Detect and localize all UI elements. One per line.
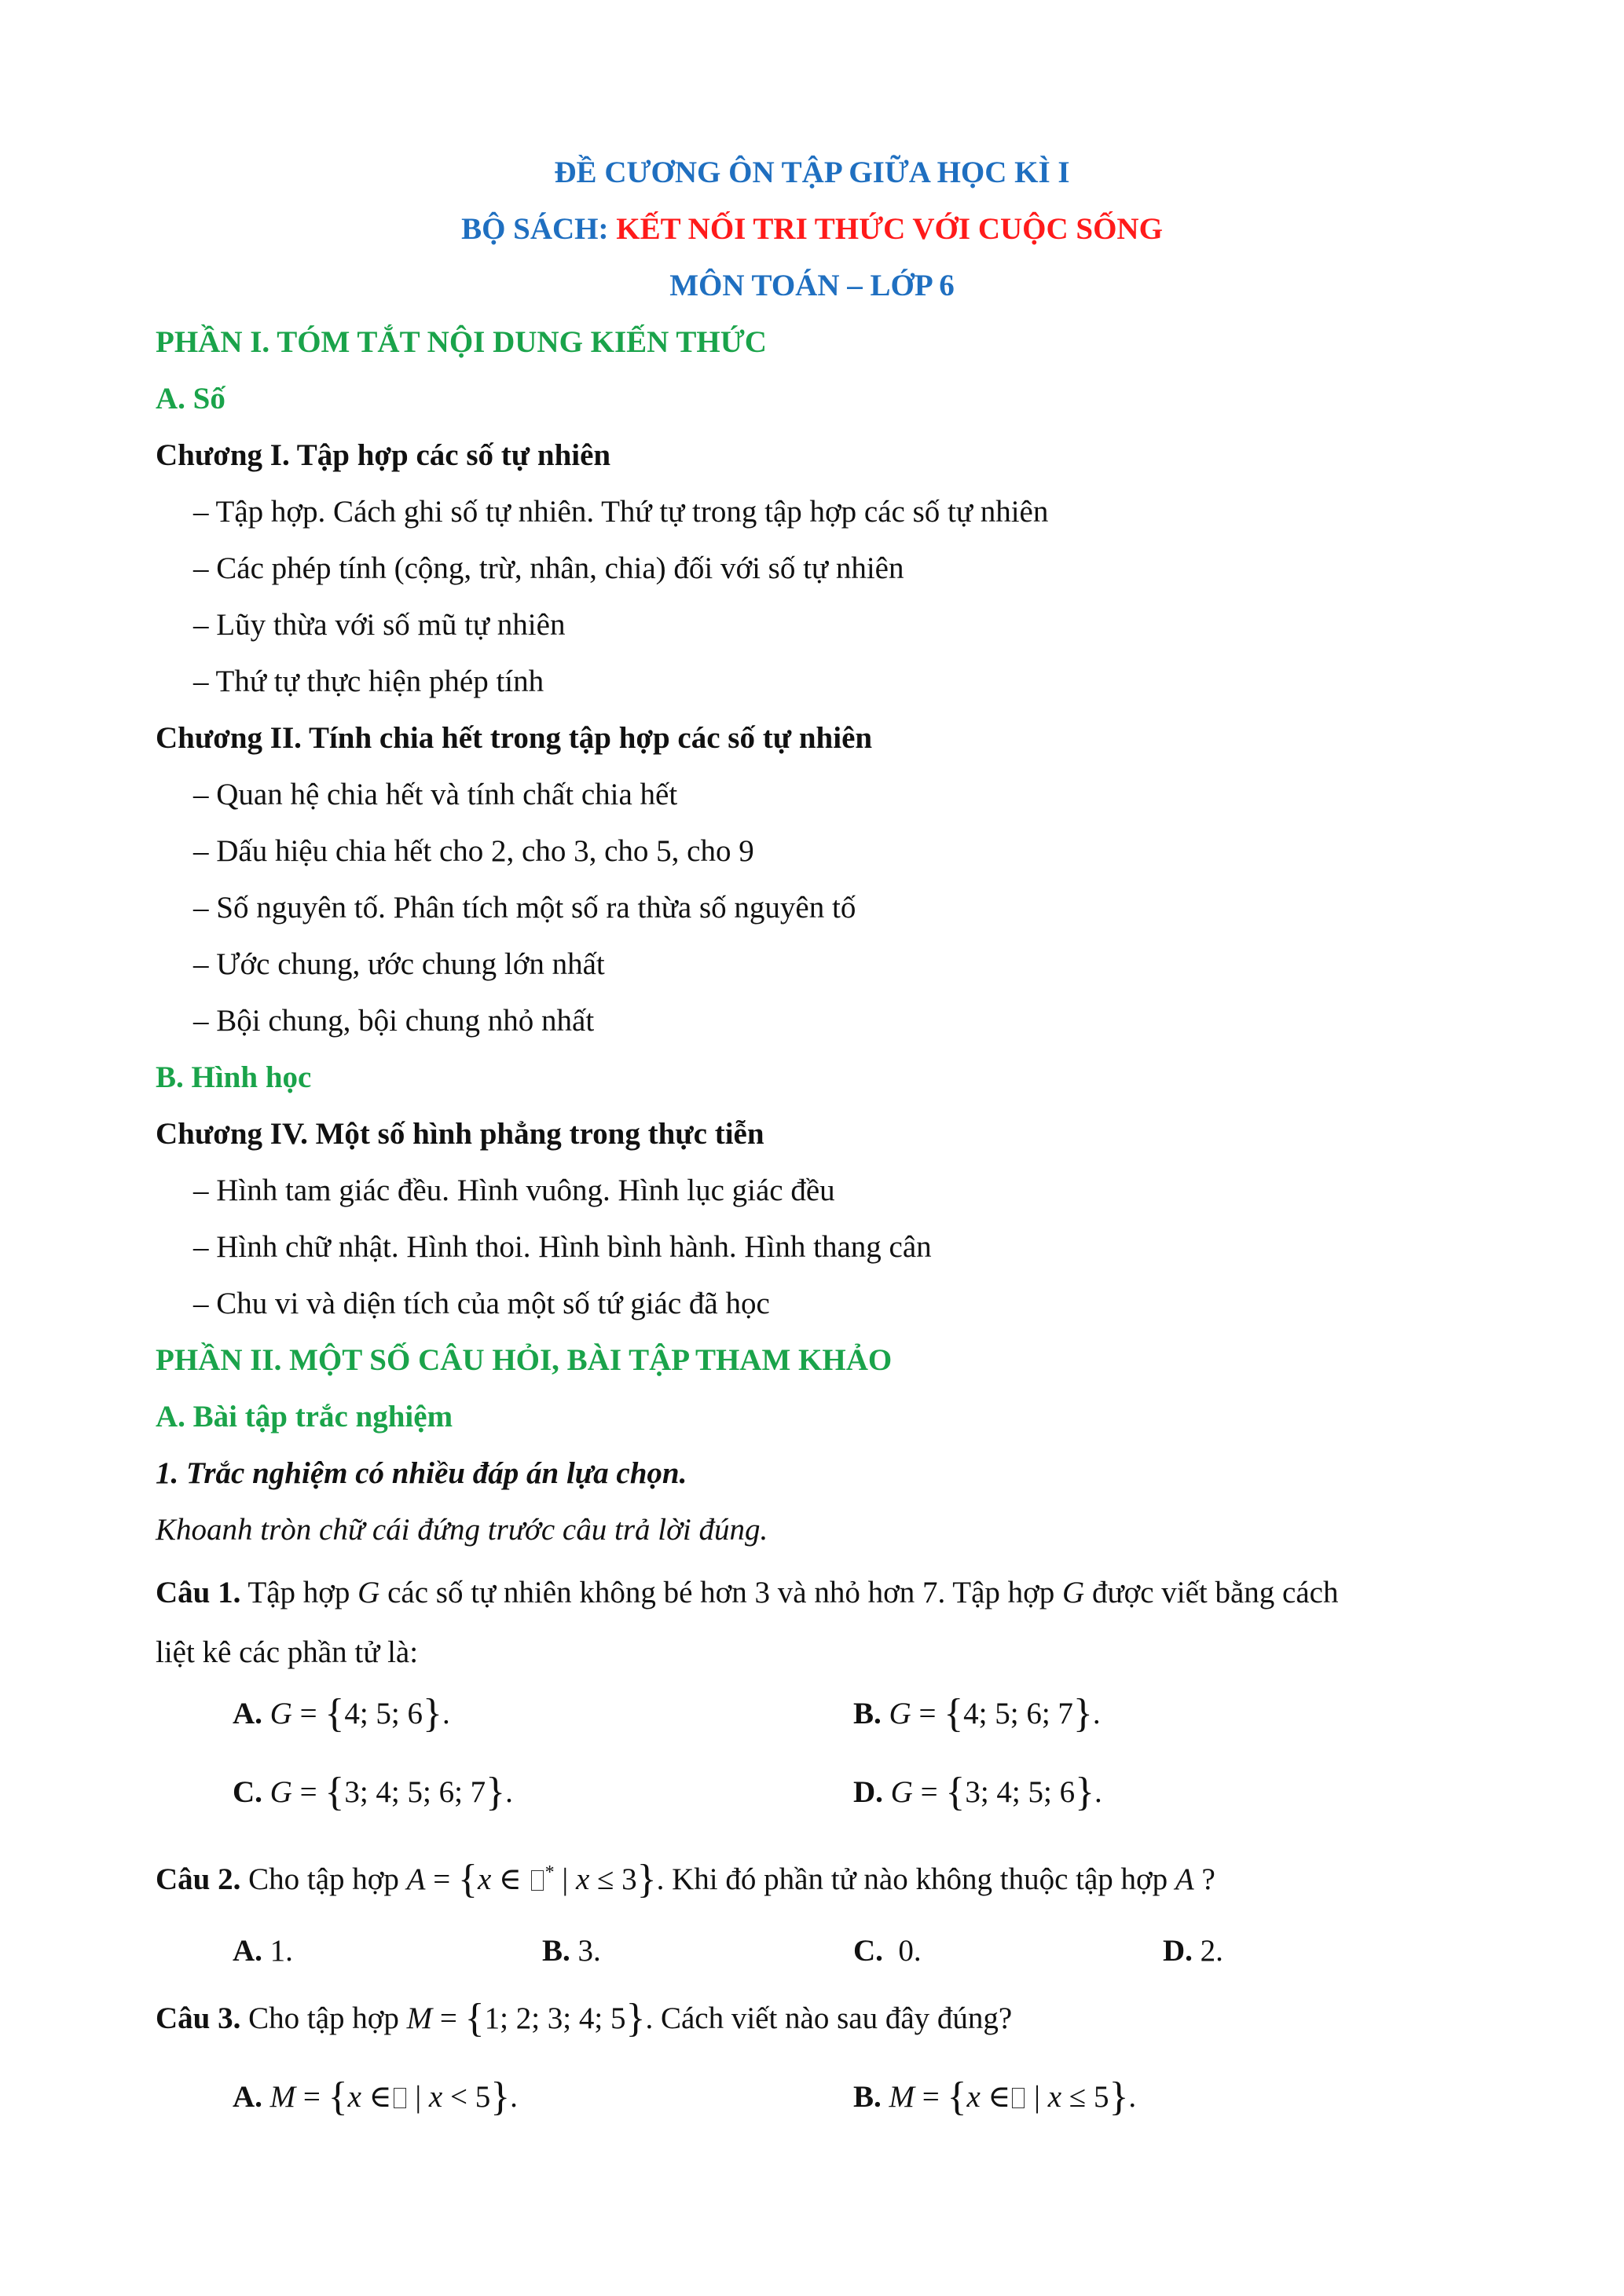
natural-numbers-symbol-icon — [1012, 2088, 1025, 2108]
option-label: D. — [853, 1775, 883, 1809]
instruction-text: Khoanh tròn chữ cái đứng trước câu trả lời đúng. — [156, 1513, 768, 1547]
question-1-line-2: liệt kê các phần tử là: — [156, 1635, 419, 1669]
left-brace-icon: { — [457, 1857, 478, 1902]
chapter-4-item: – Chu vi và diện tích của một số tứ giác đã học — [193, 1287, 770, 1320]
answer-option[interactable]: C. G = {3; 4; 5; 6; 7}. — [233, 1770, 513, 1814]
set-variable: G — [357, 1576, 380, 1609]
chapter-4-heading: Chương IV. Một số hình phẳng trong thực tiễn — [156, 1117, 764, 1151]
option-label: D. — [1163, 1934, 1193, 1968]
chapter-1-item: – Tập hợp. Cách ghi số tự nhiên. Thứ tự trong tập hợp các số tự nhiên — [193, 495, 1049, 529]
left-brace-icon: { — [947, 2074, 967, 2119]
option-label: C. — [853, 1934, 883, 1968]
part1-heading: PHẦN I. TÓM TẮT NỘI DUNG KIẾN THỨC — [156, 325, 767, 359]
book-series-prefix: BỘ SÁCH: — [461, 212, 617, 246]
chapter-4-item: – Hình tam giác đều. Hình vuông. Hình lục giác đều — [193, 1174, 835, 1207]
answer-option[interactable]: D. G = {3; 4; 5; 6}. — [853, 1770, 1102, 1814]
chapter-2-item: – Ước chung, ước chung lớn nhất — [193, 947, 605, 981]
natural-numbers-symbol-icon — [394, 2088, 406, 2108]
left-brace-icon: { — [945, 1770, 966, 1814]
book-series-line — [0, 211, 1624, 248]
left-brace-icon: { — [324, 1770, 345, 1814]
right-brace-icon: } — [636, 1857, 657, 1902]
answer-option[interactable]: D. 2. — [1163, 1934, 1223, 1968]
left-brace-icon: { — [328, 2074, 348, 2119]
question-1-label: Câu 1. — [156, 1576, 241, 1609]
option-label: C. — [233, 1775, 262, 1809]
answer-option[interactable]: A. G = {4; 5; 6}. — [233, 1691, 450, 1736]
right-brace-icon: } — [422, 1691, 442, 1736]
chapter-2-item: – Quan hệ chia hết và tính chất chia hết — [193, 778, 678, 811]
answer-option[interactable]: B. 3. — [542, 1934, 601, 1968]
multiple-choice-subheading: 1. Trắc nghiệm có nhiều đáp án lựa chọn. — [156, 1456, 687, 1490]
option-label: B. — [542, 1934, 570, 1968]
option-label: B. — [853, 1697, 882, 1730]
answer-option[interactable]: B. G = {4; 5; 6; 7}. — [853, 1691, 1101, 1736]
answer-option[interactable]: A. 1. — [233, 1934, 293, 1968]
answer-option[interactable]: B. M = {x ∈ | x ≤ 5}. — [853, 2074, 1137, 2119]
part1-section-a: A. Số — [156, 382, 225, 416]
right-brace-icon: } — [1075, 1770, 1095, 1814]
chapter-2-item: – Số nguyên tố. Phân tích một số ra thừa số nguyên tố — [193, 891, 856, 925]
option-label: A. — [233, 1697, 262, 1730]
subject-grade: MÔN TOÁN – LỚP 6 — [669, 269, 955, 302]
natural-numbers-symbol-icon — [531, 1870, 544, 1891]
part2-heading: PHẦN II. MỘT SỐ CÂU HỎI, BÀI TẬP THAM KHẢO — [156, 1343, 893, 1377]
book-series-name: KẾT NỐI TRI THỨC VỚI CUỘC SỐNG — [616, 212, 1163, 246]
option-label: A. — [233, 1934, 262, 1968]
chapter-1-item: – Các phép tính (cộng, trừ, nhân, chia) đối với số tự nhiên — [193, 551, 904, 585]
chapter-1-heading: Chương I. Tập hợp các số tự nhiên — [156, 438, 611, 472]
chapter-4-item: – Hình chữ nhật. Hình thoi. Hình bình hành. Hình thang cân — [193, 1230, 932, 1264]
question-1: Câu 1. Tập hợp G các số tự nhiên không bé hơn 3 và nhỏ hơn 7. Tập hợp G được viết bằng cách — [156, 1576, 1339, 1609]
chapter-2-item: – Bội chung, bội chung nhỏ nhất — [193, 1004, 595, 1038]
set-variable: G — [1062, 1576, 1085, 1609]
left-brace-icon: { — [464, 1996, 485, 2041]
question-3: Câu 3. Cho tập hợp M = {1; 2; 3; 4; 5}. Cách viết nào sau đây đúng? — [156, 1996, 1013, 2041]
question-3-label: Câu 3. — [156, 2001, 241, 2035]
right-brace-icon: } — [625, 1996, 646, 2041]
part2-section-a: A. Bài tập trắc nghiệm — [156, 1400, 453, 1434]
chapter-2-item: – Dấu hiệu chia hết cho 2, cho 3, cho 5, cho 9 — [193, 834, 754, 868]
left-brace-icon: { — [944, 1691, 964, 1736]
answer-option[interactable]: A. M = {x ∈ | x < 5}. — [233, 2074, 518, 2119]
question-2-label: Câu 2. — [156, 1862, 241, 1896]
left-brace-icon: { — [324, 1691, 345, 1736]
chapter-1-item: – Lũy thừa với số mũ tự nhiên — [193, 608, 566, 642]
part1-section-b: B. Hình học — [156, 1060, 312, 1094]
question-2: Câu 2. Cho tập hợp A = {x ∈ * | x ≤ 3}. Khi đó phần tử nào không thuộc tập hợp A ? — [156, 1857, 1215, 1902]
right-brace-icon: } — [1109, 2074, 1129, 2119]
chapter-2-heading: Chương II. Tính chia hết trong tập hợp các số tự nhiên — [156, 721, 873, 755]
right-brace-icon: } — [1072, 1691, 1093, 1736]
answer-option[interactable]: C. 0. — [853, 1934, 922, 1968]
right-brace-icon: } — [486, 1770, 506, 1814]
document-title: ĐỀ CƯƠNG ÔN TẬP GIỮA HỌC KÌ I — [554, 156, 1070, 189]
option-label: A. — [233, 2080, 262, 2114]
chapter-1-item: – Thứ tự thực hiện phép tính — [193, 665, 544, 698]
option-label: B. — [853, 2080, 882, 2114]
right-brace-icon: } — [490, 2074, 511, 2119]
